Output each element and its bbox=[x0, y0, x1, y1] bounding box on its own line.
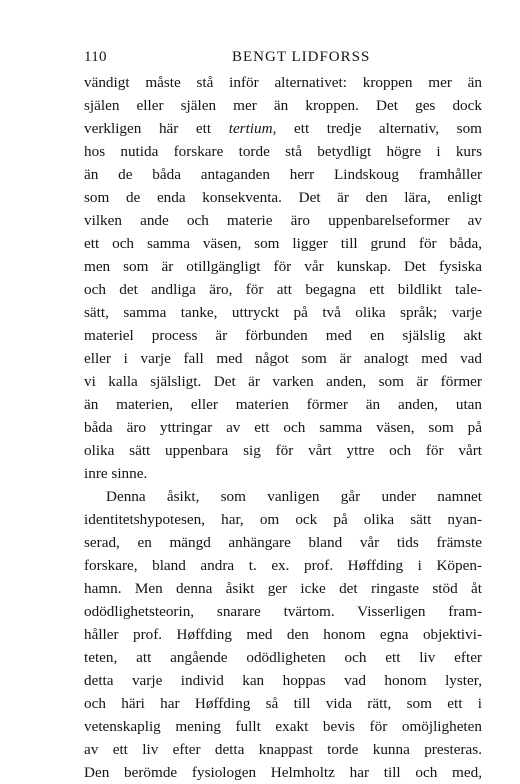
text-fragment: , ett tredje alternativ, som bbox=[272, 120, 482, 137]
body-text bbox=[84, 71, 482, 784]
text-line: och häri har Høffding så till vida rätt, som ett i bbox=[84, 695, 482, 712]
text-line: vetenskaplig mening fullt exakt bevis för omöjligheten bbox=[84, 718, 482, 735]
running-head bbox=[84, 47, 484, 67]
text-line: av ett liv efter detta knappast torde kunna presteras. bbox=[84, 741, 482, 758]
text-line: odödlighetsteorin, snarare tvärtom. Visserligen fram- bbox=[84, 603, 482, 620]
page-number: 110 bbox=[84, 49, 107, 65]
text-line: serad, en mängd anhängare bland vår tids främste bbox=[84, 534, 482, 551]
text-line: Den berömde fysiologen Helmholtz har till och med, bbox=[84, 764, 482, 781]
text-line: identitetshypotesen, har, om ock på olika sätt nyan- bbox=[84, 511, 482, 528]
text-line: materiel process är förbunden med en själslig akt bbox=[84, 327, 482, 344]
text-line: olika sätt uppenbara sig för vårt yttre och för vårt bbox=[84, 442, 482, 459]
text-line: själen eller själen mer än kroppen. Det ges dock bbox=[84, 97, 482, 114]
paragraph-end-line: inre sinne. bbox=[84, 465, 148, 482]
text-line: vi kalla själsligt. Det är varken anden, som är förmer bbox=[84, 373, 482, 390]
text-line: håller prof. Høffding med den honom egna objektivi- bbox=[84, 626, 482, 643]
text-line: hamn. Men denna åsikt ger icke det ringaste stöd åt bbox=[84, 580, 482, 597]
text-line: men som är otillgängligt för vår kunskap. Det fysiska bbox=[84, 258, 482, 275]
text-line: forskare, bland andra t. ex. prof. Høffding i Köpen- bbox=[84, 557, 482, 574]
text-line: och det andliga äro, för att begagna ett bildlikt tale- bbox=[84, 281, 482, 298]
text-line: än materien, eller materien förmer än anden, utan bbox=[84, 396, 482, 413]
text-line: ett och samma väsen, som ligger till grund för båda, bbox=[84, 235, 482, 252]
running-head-title: BENGT LIDFORSS bbox=[232, 49, 371, 65]
text-line: hos nutida forskare torde stå betydligt högre i kurs bbox=[84, 143, 482, 160]
text-line: detta varje individ kan hoppas vad honom lyster, bbox=[84, 672, 482, 689]
text-fragment: verkligen här ett bbox=[84, 120, 229, 137]
text-line: teten, att angående odödligheten och ett liv efter bbox=[84, 649, 482, 666]
text-line: sätt, samma tanke, uttryckt på två olika språk; varje bbox=[84, 304, 482, 321]
text-line: vilken ande och materie äro uppenbarelseformer av bbox=[84, 212, 482, 229]
paragraph-start-line: Denna åsikt, som vanligen går under namnet bbox=[106, 488, 482, 505]
text-line: båda äro yttringar av ett och samma väsen, som på bbox=[84, 419, 482, 436]
text-line-with-italic bbox=[84, 117, 482, 140]
italic-term: tertium bbox=[228, 120, 273, 137]
text-line: än de båda antaganden herr Lindskoug framhåller bbox=[84, 166, 482, 183]
text-line: som de enda konsekventa. Det är den lära, enligt bbox=[84, 189, 482, 206]
text-line: eller i varje fall med något som är analogt med vad bbox=[84, 350, 482, 367]
text-line: vändigt måste stå inför alternativet: kroppen mer än bbox=[84, 74, 482, 91]
